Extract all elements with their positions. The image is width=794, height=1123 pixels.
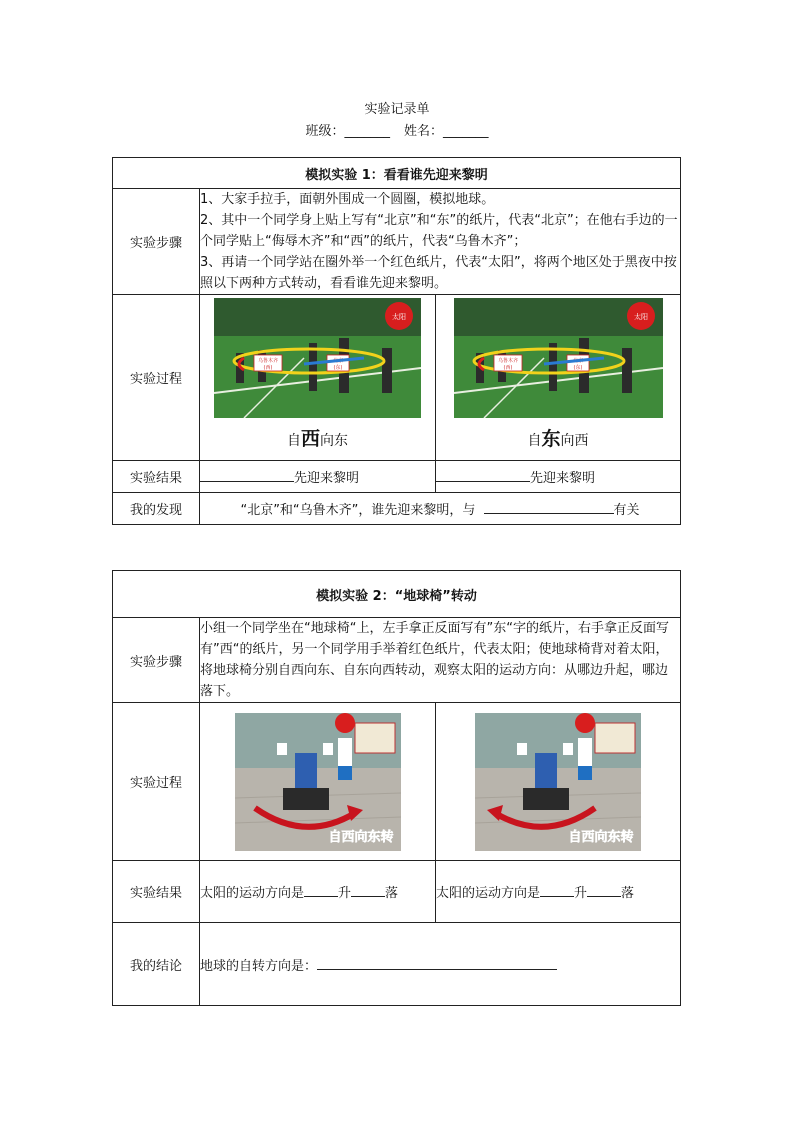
result-cell-right: 先迎来黎明 bbox=[436, 461, 681, 493]
process-label: 实验过程 bbox=[113, 295, 200, 461]
result-label: 实验结果 bbox=[113, 461, 200, 493]
tag-urumqi: 乌鲁木齐 bbox=[497, 358, 518, 364]
conclusion-blank[interactable] bbox=[317, 955, 557, 970]
steps-label: 实验步骤 bbox=[113, 189, 200, 295]
conclusion-label: 我的结论 bbox=[113, 923, 200, 1006]
tag-east: (东) bbox=[333, 365, 343, 371]
process-cell-left bbox=[200, 295, 436, 461]
sun-direction-cell-left: 太阳的运动方向是 升 落 bbox=[200, 861, 436, 923]
conclusion-cell: 地球的自转方向是： bbox=[200, 923, 681, 1006]
set-blank-right[interactable] bbox=[587, 882, 621, 897]
process-cell-right bbox=[436, 295, 681, 461]
sun-tag: 太阳 bbox=[392, 313, 406, 321]
finding-cell: “北京”和“乌鲁木齐”，谁先迎来黎明，与 有关 bbox=[200, 493, 681, 525]
photo-caption-left: 自西向东转 bbox=[327, 829, 394, 845]
step-1: 1、大家手拉手，面朝外围成一个圆圈，模拟地球。 bbox=[200, 192, 495, 207]
step-3: 3、再请一个同学站在圈外举一个红色纸片，代表“太阳”，将两个地区处于黑夜中按照以下两种方式转动，看看谁先迎来黎明。 bbox=[200, 255, 677, 291]
sun-direction-cell-right: 太阳的运动方向是 升 落 bbox=[436, 861, 681, 923]
sun-sign bbox=[335, 713, 355, 733]
tag-east: (东) bbox=[573, 365, 582, 371]
sheet-fields bbox=[0, 120, 794, 139]
experiment-2-table bbox=[112, 570, 681, 1006]
circle-game-photo-right bbox=[454, 298, 663, 418]
caption-west-to-east: 自西向东 bbox=[286, 428, 348, 450]
experiment-1-title: 模拟实验 1：看看谁先迎来黎明 bbox=[113, 158, 681, 189]
experiment-1-table bbox=[112, 157, 681, 525]
circle-game-photo-left bbox=[214, 298, 421, 418]
class-field[interactable]: 班级：_______ bbox=[305, 124, 390, 139]
steps-label: 实验步骤 bbox=[113, 618, 200, 703]
earth-chair-photo-right bbox=[475, 713, 641, 851]
photo-caption-right: 自西向东转 bbox=[568, 829, 634, 845]
step-2: 2、其中一个同学身上贴上写有“北京”和“东”的纸片，代表“北京”；在他右手边的一个同学贴上“侮辱木齐”和“西”的纸片，代表“乌鲁木齐”； bbox=[200, 213, 678, 249]
sun-sign bbox=[575, 713, 595, 733]
finding-label: 我的发现 bbox=[113, 493, 200, 525]
experiment-1-steps bbox=[200, 189, 681, 295]
finding-blank[interactable] bbox=[484, 499, 614, 514]
result-blank-left[interactable] bbox=[200, 467, 294, 482]
experiment-2-title: 模拟实验 2：“地球椅”转动 bbox=[113, 571, 681, 618]
rise-blank-right[interactable] bbox=[540, 882, 574, 897]
tag-west: (西) bbox=[263, 365, 273, 371]
sun-tag: 太阳 bbox=[633, 313, 648, 321]
chair-photo-cell-right bbox=[436, 703, 681, 861]
name-field[interactable]: 姓名：_______ bbox=[404, 124, 489, 139]
set-blank-left[interactable] bbox=[351, 882, 385, 897]
caption-east-to-west: 自东向西 bbox=[527, 428, 589, 450]
tag-west: (西) bbox=[503, 365, 512, 371]
chair-photo-cell-left bbox=[200, 703, 436, 861]
tag-urumqi: 乌鲁木齐 bbox=[257, 358, 279, 364]
experiment-2-steps: 小组一个同学坐在“地球椅“上，左手拿正反面写有”东“字的纸片，右手拿正反面写有”西“的纸片，另一个同学用手举着红色纸片，代表太阳；使地球椅背对着太阳，将地球椅分别自西向东、自东向西转动，观察太阳的运动方向：从哪边升起，哪边落下。 bbox=[200, 618, 681, 703]
result-blank-right[interactable] bbox=[436, 467, 530, 482]
earth-chair-photo-left bbox=[235, 713, 401, 851]
sheet-title: 实验记录单 bbox=[364, 102, 430, 117]
process-label: 实验过程 bbox=[113, 703, 200, 861]
result-cell-left: 先迎来黎明 bbox=[200, 461, 436, 493]
result-label: 实验结果 bbox=[113, 861, 200, 923]
rise-blank-left[interactable] bbox=[304, 882, 338, 897]
